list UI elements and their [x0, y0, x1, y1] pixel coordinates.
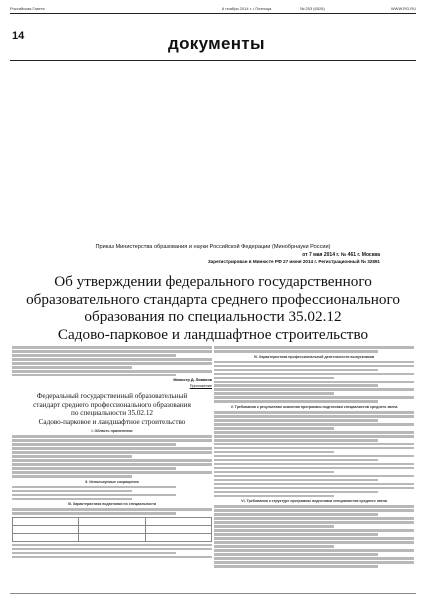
table-cell [145, 517, 211, 525]
standard-title-line: по специальности 35.02.12 [70, 409, 154, 418]
text-line [12, 556, 212, 559]
table-cell [13, 533, 79, 541]
text-line [12, 498, 132, 501]
text-line [214, 513, 378, 516]
section-heading-4: IV. Характеристика профессиональной деятельности выпускников [253, 354, 375, 359]
text-line [12, 548, 212, 551]
duration-table [12, 517, 212, 542]
appendix-label: Приложение [189, 384, 212, 389]
text-line [214, 537, 414, 540]
text-line [12, 439, 212, 442]
text-line [12, 443, 176, 446]
text-line [12, 362, 212, 365]
text-line [12, 346, 212, 349]
text-line [12, 459, 212, 462]
text-line [12, 471, 212, 474]
text-line [214, 388, 414, 391]
text-line [214, 431, 414, 434]
text-line [12, 358, 212, 361]
page-number: 14 [12, 30, 25, 42]
text-line [214, 479, 378, 482]
text-line [214, 505, 414, 508]
text-line [12, 455, 132, 458]
text-line [12, 366, 132, 369]
section-rule [10, 60, 416, 61]
minister-signature: Министр Д. Ливанов [173, 378, 212, 383]
text-line [214, 439, 378, 442]
text-line [214, 377, 334, 380]
order-title-line: Об утверждении федерального государственного [54, 273, 372, 290]
text-line [214, 471, 334, 474]
text-line [12, 354, 176, 357]
text-line [214, 561, 414, 564]
standard-title-line: Федеральный государственный образовательный [36, 392, 188, 401]
text-line [12, 463, 212, 466]
text-line [214, 549, 414, 552]
text-line [12, 490, 132, 493]
text-line [214, 557, 414, 560]
text-line [214, 541, 414, 544]
text-line [214, 545, 334, 548]
text-line [12, 467, 176, 470]
text-line [214, 392, 334, 395]
text-line [12, 447, 212, 450]
standard-title [12, 392, 212, 426]
text-line [214, 423, 414, 426]
text-line [214, 435, 414, 438]
text-line [214, 350, 378, 353]
newspaper-name: Российская Газета [10, 6, 45, 11]
table-cell [13, 525, 79, 533]
table-cell [13, 517, 79, 525]
text-line [214, 521, 414, 524]
text-line [214, 411, 414, 414]
text-line [12, 512, 176, 515]
text-line [214, 451, 334, 454]
text-line [12, 451, 212, 454]
text-line [12, 552, 176, 555]
table-cell [79, 517, 145, 525]
text-line [214, 459, 378, 462]
text-line [214, 487, 414, 490]
text-line [214, 529, 414, 532]
text-line [214, 384, 378, 387]
footer-rule [10, 593, 416, 594]
text-line [214, 365, 414, 368]
website: WWW.RG.RU [390, 6, 416, 11]
text-line [214, 483, 414, 486]
text-line [12, 374, 176, 377]
text-line [214, 381, 414, 384]
text-line [214, 467, 414, 470]
text-line [214, 525, 334, 528]
text-line [214, 533, 378, 536]
text-line [214, 369, 378, 372]
order-heading: Приказ Министерства образования и науки Российской Федерации (Минобрнауки России) [95, 244, 331, 250]
empty-area [10, 70, 416, 240]
standard-title-line: стандарт среднего профессионального образования [33, 400, 191, 409]
text-line [214, 415, 414, 418]
text-line [214, 443, 414, 446]
text-line [214, 509, 414, 512]
table-cell [79, 533, 145, 541]
text-line [214, 361, 414, 364]
text-line [214, 400, 378, 403]
issue-number: № 253 (6526) [300, 6, 325, 11]
text-line [12, 475, 132, 478]
table-cell [79, 525, 145, 533]
text-line [12, 370, 212, 373]
text-line [12, 486, 176, 489]
text-line [214, 491, 378, 494]
text-line [12, 494, 176, 497]
order-title-line: Садово-парковое и ландшафтное строительство [57, 325, 369, 343]
text-line [214, 396, 414, 399]
section-title: документы [168, 34, 265, 53]
text-line [214, 517, 414, 520]
text-line [214, 373, 414, 376]
order-title-line: образования по специальности 35.02.12 [84, 308, 342, 326]
text-line [214, 463, 414, 466]
text-line [12, 508, 212, 511]
right-column [214, 346, 414, 592]
order-title [20, 273, 406, 343]
text-line [12, 435, 212, 438]
section-heading-5: V. Требования к результатам освоения программы подготовки специалистов среднего звена [230, 405, 398, 410]
text-line [12, 544, 212, 547]
left-column [12, 346, 212, 592]
order-registration: Зарегистрирован в Минюсте РФ 27 июня 2014 г. Регистрационный № 32891 [207, 259, 380, 264]
standard-title-line: Садово-парковое и ландшафтное строительство [38, 417, 186, 426]
text-line [214, 419, 378, 422]
section-heading-2: II. Используемые сокращения [85, 479, 139, 484]
text-line [214, 447, 414, 450]
text-line [214, 553, 378, 556]
masthead-rule [10, 13, 416, 14]
section-heading-1: I. Область применения [91, 429, 133, 434]
issue-date: 6 ноября 2014 г. • Пятница [222, 6, 272, 11]
order-dateline: от 7 мая 2014 г. № 461 г. Москва [302, 252, 380, 258]
section-heading-6: VI. Требования к структуре программы подготовки специалистов среднего звена [241, 499, 387, 504]
order-title-line: образовательного стандарта среднего профессионального [26, 290, 400, 308]
text-line [214, 495, 334, 498]
text-line [214, 475, 414, 478]
text-line [214, 346, 414, 349]
text-line [214, 455, 414, 458]
text-line [214, 427, 334, 430]
text-line [12, 350, 212, 353]
section-heading-3: III. Характеристика подготовки по специальности [67, 502, 157, 507]
table-cell [145, 525, 211, 533]
table-cell [145, 533, 211, 541]
text-line [214, 565, 378, 568]
